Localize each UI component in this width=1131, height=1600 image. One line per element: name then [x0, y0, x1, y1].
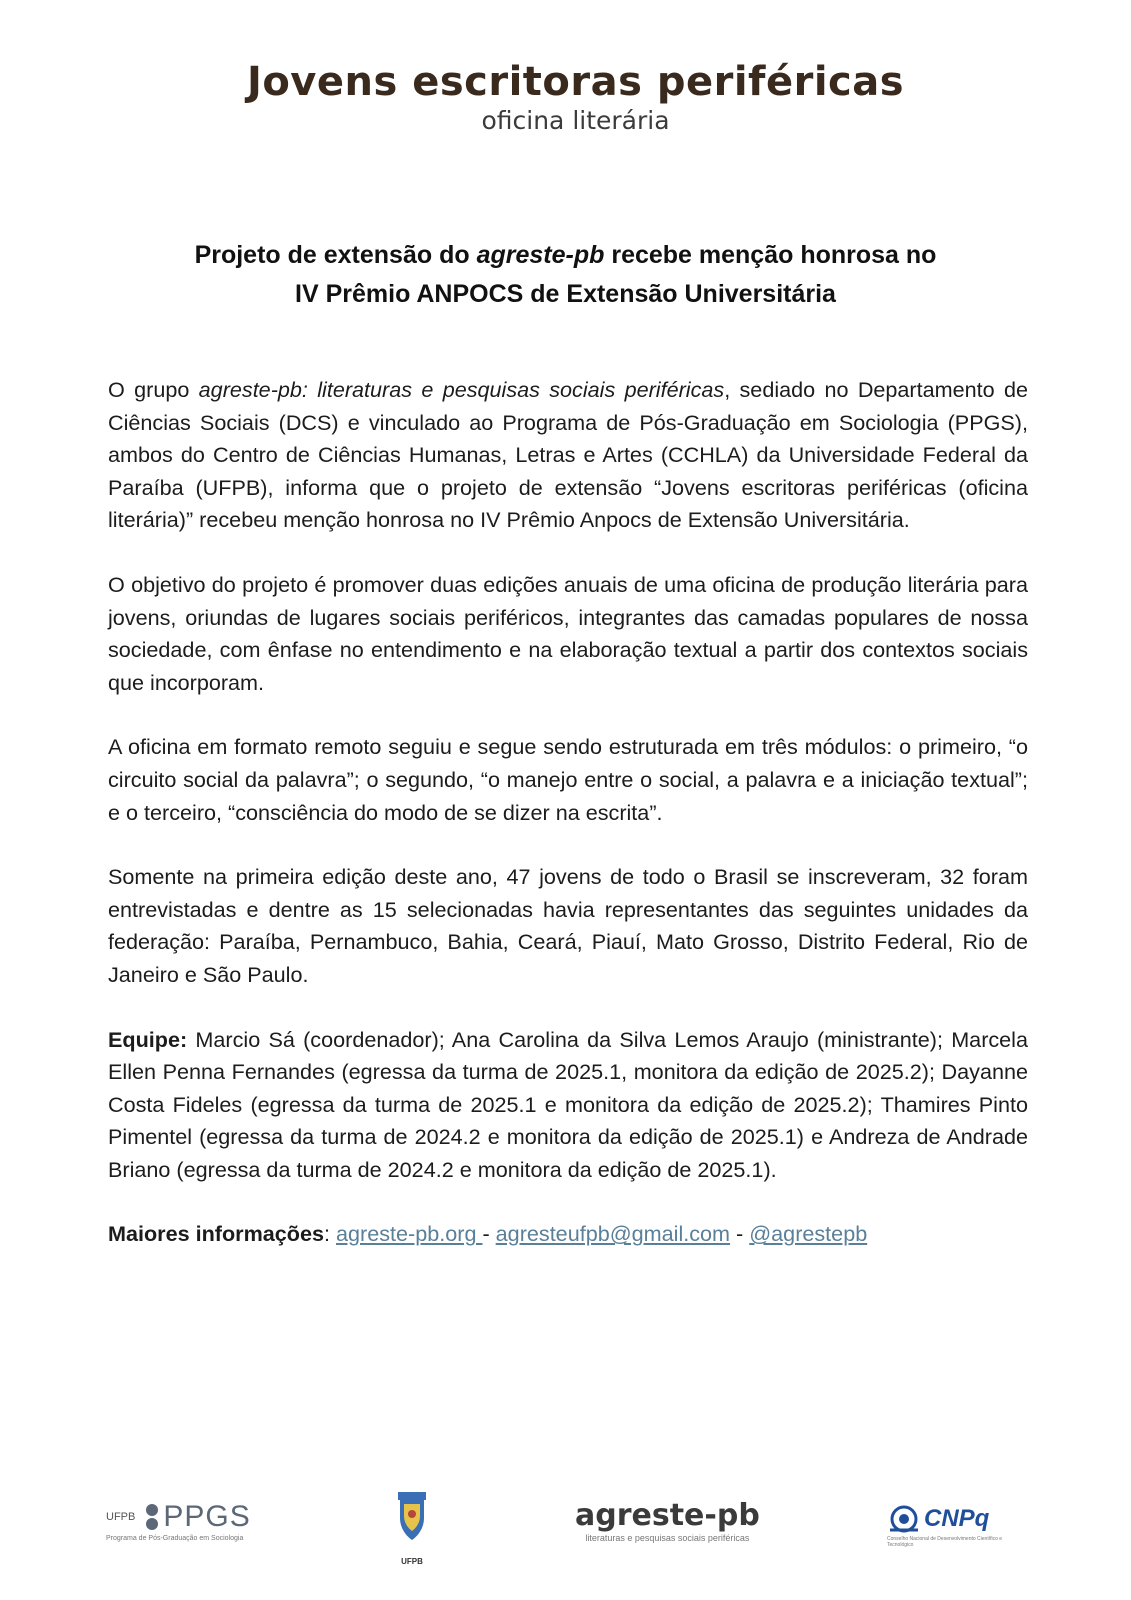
headline-line-1 — [0, 236, 1131, 275]
website-link[interactable]: agreste-pb.org — [336, 1221, 483, 1247]
ppgs-caption: Programa de Pós-Graduação em Sociologia — [106, 1535, 244, 1542]
agreste-pb-tagline: literaturas e pesquisas sociais periféricas — [585, 1533, 750, 1543]
paragraph-intro — [108, 374, 1028, 537]
separator: - — [730, 1221, 750, 1247]
headline-line-2: IV Prêmio ANPOCS de Extensão Universitária — [295, 280, 836, 308]
intro-group-name: agreste-pb: literaturas e pesquisas sociais periféricas — [198, 377, 725, 402]
paragraph-objective: O objetivo do projeto é promover duas edições anuais de uma oficina de produção literária para jovens, oriundas de lugares sociais periféricos, integrantes das camadas populares de nossa sociedade, com ênfase no entendimento e na elaboração textual a partir dos contextos sociais que incorporam. — [108, 571, 1028, 695]
workshop-logo-title: Jovens escritoras periféricas — [246, 59, 905, 105]
paragraph-info — [108, 1218, 1028, 1251]
team-text: Marcio Sá (coordenador); Ana Carolina da Silva Lemos Araujo (ministrante); Marcela Ellen Penna Fernandes (egressa da turma de 2025.1, monitora da edição de 2025.2); Dayanne Costa Fideles (egressa da turma de 2025.1 e monitora da edição de 2025.2); Thamires Pinto Pimentel (egressa da turma de 2024.2 e monitora da edição de 2025.1) e Andreza de Andrade Briano (egressa da turma de 2024.2 e monitora da edição de 2025.1). — [108, 1026, 1028, 1182]
paragraph-modules: A oficina em formato remoto seguiu e segue sendo estruturada em três módulos: o primeiro, “o circuito social da palavra”; o segundo, “o manejo entre o social, a palavra e a iniciação textual”; e o terceiro, “consciência do modo de se dizer na escrita”. — [108, 734, 1028, 825]
email-link[interactable]: agresteufpb@gmail.com — [495, 1221, 731, 1247]
intro-pre: O grupo — [108, 377, 199, 402]
info-label: Maiores informações — [108, 1221, 325, 1247]
ufpb-crest-icon — [392, 1490, 432, 1552]
headline-post: recebe menção honrosa no — [604, 241, 937, 269]
ppgs-name: PPGS — [163, 1500, 251, 1533]
info-colon: : — [324, 1221, 337, 1247]
cnpq-caption: Conselho Nacional de Desenvolvimento Científico e Tecnológico — [887, 1536, 1003, 1548]
instagram-link[interactable]: @agrestepb — [749, 1221, 868, 1247]
paragraph-team — [108, 1024, 1028, 1187]
paragraph-edition: Somente na primeira edição deste ano, 47 jovens de todo o Brasil se inscreveram, 32 foram entrevistadas e dentre as 15 selecionadas havia representantes das seguintes unidades da federação: Paraíba, Pernambuco, Bahia, Ceará, Piauí, Mato Grosso, Distrito Federal, Rio de Janeiro e São Paulo. — [108, 864, 1028, 987]
cnpq-logo — [887, 1504, 1017, 1548]
ppgs-ufpb-mark: UFPB — [106, 1511, 136, 1523]
headline — [0, 236, 1131, 314]
ufpb-caption: UFPB — [401, 1557, 423, 1566]
intro-post: , sediado no Departamento de Ciências Sociais (DCS) e vinculado ao Programa de Pós-Graduação em Sociologia (PPGS), ambos do Centro de Ciências Humanas, Letras e Artes (CCHLA) da Universidade Federal da Paraíba (UFPB), informa que o projeto de extensão “Jovens escritoras periféricas (oficina literária)” recebeu menção honrosa no IV Prêmio Anpocs de Extensão Universitária. — [108, 377, 1028, 533]
separator: - — [482, 1221, 496, 1247]
ppgs-logo — [106, 1500, 251, 1542]
team-label: Equipe: — [108, 1026, 188, 1052]
footer-logos — [0, 1490, 1131, 1580]
headline-group-name: agreste-pb — [476, 241, 605, 269]
cnpq-name: CNPq — [924, 1505, 990, 1532]
page-header — [0, 59, 1131, 135]
ufpb-logo — [392, 1490, 432, 1566]
article-body — [108, 374, 1028, 1283]
ppgs-dots-icon — [146, 1502, 158, 1532]
headline-pre: Projeto de extensão do — [194, 241, 477, 269]
workshop-logo-subtitle: oficina literária — [481, 106, 670, 135]
agreste-pb-name: agreste-pb — [575, 1498, 760, 1533]
agreste-pb-logo — [575, 1498, 760, 1543]
cnpq-emblem-icon — [887, 1504, 921, 1534]
